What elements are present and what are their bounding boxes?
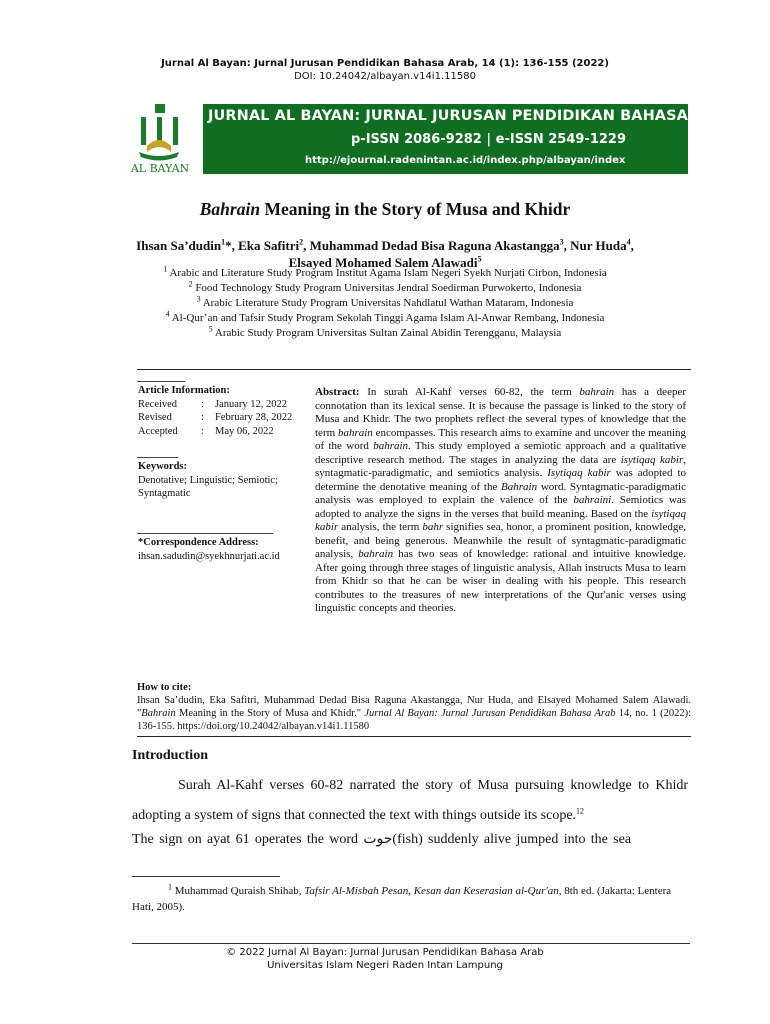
article-info-heading: Article Information: bbox=[138, 385, 230, 396]
author-name: Muhammad Dedad Bisa Raguna Akastangga bbox=[309, 238, 560, 253]
affiliation bbox=[60, 311, 710, 326]
footnote-ref[interactable]: 12 bbox=[576, 806, 585, 816]
cite-heading: How to cite: bbox=[137, 682, 192, 693]
article-dates bbox=[138, 398, 308, 439]
al-bayan-logo bbox=[117, 100, 203, 176]
affiliation bbox=[60, 326, 710, 341]
journal-banner bbox=[203, 104, 739, 174]
date-value: May 06, 2022 bbox=[215, 425, 274, 437]
footnote-text bbox=[132, 885, 671, 913]
abstract bbox=[315, 386, 686, 616]
author-name: Elsayed Mohamed Salem Alawadi bbox=[288, 255, 478, 270]
author bbox=[136, 238, 238, 253]
abstract-text: signifies sea, honor, a prominent position, knowledge, benefit, and being generous. Meanwhile the result of syntagmatic-paradigmatic analysis, bbox=[315, 521, 686, 560]
abstract-italic: bahraini bbox=[573, 494, 612, 506]
footnote-text: Muhammad Quraish Shihab, bbox=[172, 885, 305, 897]
date-colon: : bbox=[201, 398, 204, 410]
affiliation bbox=[60, 281, 710, 296]
paper-title bbox=[0, 199, 770, 220]
journal-citation-line: Jurnal Al Bayan: Jurnal Jurusan Pendidikan Bahasa Arab, 14 (1): 136-155 (2022) bbox=[161, 58, 609, 69]
correspondence-email[interactable]: ihsan.sadudin@syekhnurjati.ac.id bbox=[138, 550, 280, 562]
author bbox=[570, 238, 634, 253]
divider bbox=[137, 533, 273, 534]
author-affiliation-mark: 2 bbox=[299, 237, 304, 247]
abstract-text: analysis, the term bbox=[338, 521, 423, 533]
abstract-text: was adopted to determine the denotative meaning of the bbox=[315, 467, 686, 493]
date-value: January 12, 2022 bbox=[215, 398, 288, 410]
banner-title: JURNAL AL BAYAN: JURNAL JURUSAN PENDIDIKAN BAHASA ARAB bbox=[208, 108, 739, 124]
date-label: Accepted bbox=[138, 425, 178, 437]
abstract-label: Abstract: bbox=[315, 386, 360, 398]
affiliation-number: 1 bbox=[163, 264, 168, 274]
date-row bbox=[138, 411, 308, 425]
cite-italic: Bahrain bbox=[141, 708, 176, 719]
abstract-body bbox=[315, 386, 686, 614]
abstract-text: . Semiotics was adopted to analyze the signs in the verses that build meaning. Based on the bbox=[315, 494, 686, 520]
date-row bbox=[138, 425, 308, 439]
intro-text: Surah Al-Kahf verses 60-82 narrated the story of Musa pursuing knowledge to Khidr adopting a system of signs that connected the text with things outside its scope. bbox=[132, 778, 688, 823]
section-heading-introduction: Introduction bbox=[132, 748, 208, 763]
abstract-italic: isytiqaq kabir bbox=[620, 453, 684, 466]
abstract-text: has two seas of knowledge: rational and intuitive knowledge. After going through three stages of linguistic analysis, Allah instructs Musa to learn from Khidr so that he can be wiser in dealing with his people. This research contributes to the treasures of new interpretations of the Qur'anic verses using linguistic concepts and theories. bbox=[315, 548, 686, 614]
author-separator: , bbox=[303, 238, 310, 253]
date-label: Received bbox=[138, 398, 178, 410]
author-separator: , bbox=[630, 238, 634, 253]
abstract-italic: bahrain bbox=[337, 426, 373, 439]
date-colon: : bbox=[201, 425, 204, 437]
affiliation-text: Arabic Literature Study Program Universitas Nahdlatul Wathan Mataram, Indonesia bbox=[200, 297, 574, 309]
abstract-italic: bahrain bbox=[373, 440, 409, 452]
al-bayan-logo-icon bbox=[117, 100, 203, 176]
footnote-number: 1 bbox=[168, 882, 172, 892]
article-information bbox=[138, 384, 308, 438]
title-italic-word: Bahrain bbox=[199, 199, 261, 219]
affiliation-number: 3 bbox=[196, 294, 201, 304]
footnote-divider bbox=[132, 876, 280, 877]
running-head bbox=[0, 57, 770, 83]
correspondence-heading: *Correspondence Address: bbox=[138, 537, 259, 548]
footer-institution: Universitas Islam Negeri Raden Intan Lampung bbox=[267, 960, 503, 971]
footnote bbox=[132, 883, 688, 915]
affiliation-list bbox=[60, 266, 710, 341]
cite-text bbox=[137, 694, 691, 733]
banner-url[interactable]: http://ejournal.radenintan.ac.id/index.php/albayan/index bbox=[305, 155, 626, 166]
abstract-text: encompasses. This research aims to examine and uncover the meaning of the word bbox=[315, 426, 686, 452]
author-name: Nur Huda bbox=[570, 238, 627, 253]
banner-issn: p-ISSN 2086-9282 | e-ISSN 2549-1229 bbox=[351, 132, 626, 147]
affiliation-text: Arabic Study Program Universitas Sultan Zainal Abidin Terengganu, Malaysia bbox=[212, 327, 562, 339]
author bbox=[238, 238, 310, 253]
author-name: Eka Safitri bbox=[238, 238, 300, 253]
date-colon: : bbox=[201, 412, 204, 423]
date-row bbox=[138, 398, 308, 412]
intro-text-start: The sign on ayat 61 operates the word bbox=[132, 832, 364, 847]
abstract-text: . This study employed a semiotic approach and a qualitative descriptive research method. The stages in analyzing the data are bbox=[315, 440, 686, 466]
corresponding-mark: * bbox=[225, 238, 232, 253]
abstract-text: In surah Al-Kahf verses 60-82, the term bbox=[359, 386, 580, 398]
abstract-italic: bahrain bbox=[358, 548, 394, 560]
author-separator: , bbox=[231, 238, 239, 253]
author-separator: , bbox=[563, 238, 571, 253]
arabic-word: حوت bbox=[363, 832, 393, 847]
abstract-text: word. Syntagmatic-paradigmatic analysis was employed to explain the valence of the bbox=[315, 480, 686, 506]
abstract-text: , syntagmatic-paradigmatic, and semiotics analysis. bbox=[315, 453, 686, 479]
affiliation bbox=[60, 296, 710, 311]
correspondence-section bbox=[138, 536, 308, 563]
divider bbox=[137, 457, 178, 458]
keywords-section bbox=[138, 460, 303, 501]
footer-divider bbox=[132, 943, 690, 944]
intro-text-end: (fish) suddenly alive jumped into the sea bbox=[392, 832, 632, 847]
affiliation-text: Arabic and Literature Study Program Institut Agama Islam Negeri Syekh Nurjati Cirbon, Indonesia bbox=[167, 267, 607, 279]
doi-line: DOI: 10.24042/albayan.v14i1.11580 bbox=[294, 71, 476, 82]
affiliation bbox=[60, 266, 710, 281]
author bbox=[310, 238, 570, 253]
affiliation-text: Food Technology Study Program Universitas Jendral Soedirman Purwokerto, Indonesia bbox=[192, 282, 582, 294]
abstract-italic: bahr bbox=[422, 521, 444, 533]
affiliation-number: 2 bbox=[188, 279, 193, 289]
author-affiliation-mark: 3 bbox=[559, 237, 564, 247]
affiliation-number: 5 bbox=[208, 324, 213, 334]
cite-text: Ihsan Sa’dudin, Eka Safitri, Muhammad Dedad Bisa Raguna Akastangga, Nur Huda, and Elsayed Mohamed Salem Alawadi. " bbox=[137, 695, 691, 719]
keywords-heading: Keywords: bbox=[138, 461, 187, 472]
abstract-italic: Bahrain bbox=[501, 480, 538, 493]
affiliation-number: 4 bbox=[165, 309, 170, 319]
divider bbox=[137, 369, 691, 370]
author-affiliation-mark: 4 bbox=[626, 237, 631, 247]
abstract-text: has a deeper connotation than its lexical sense. It is because the passage is linked to the story of Musa and Khidr. The two prophets reflect the several types of knowledge that the term bbox=[315, 386, 686, 439]
cite-italic: Jurnal Al Bayan: Jurnal Jurusan Pendidikan Bahasa Arab bbox=[364, 708, 616, 719]
author-name: Ihsan Sa’dudin bbox=[136, 238, 222, 253]
divider bbox=[137, 736, 691, 737]
footer-copyright: © 2022 Jurnal Al Bayan: Jurnal Jurusan Pendidikan Bahasa Arab bbox=[226, 947, 544, 958]
footnote-italic: Tafsir Al-Misbah Pesan, Kesan dan Keserasian al-Qur'an bbox=[304, 885, 559, 897]
author-affiliation-mark: 5 bbox=[477, 254, 482, 264]
divider bbox=[137, 381, 185, 382]
intro-paragraph bbox=[132, 771, 688, 831]
abstract-italic: bahrain bbox=[579, 386, 615, 398]
abstract-italic: isytiqaq kabir bbox=[315, 507, 686, 533]
how-to-cite bbox=[137, 681, 691, 733]
page-footer bbox=[0, 946, 770, 972]
footnote-text: , 8th ed. (Jakarta: Lentera Hati, 2005). bbox=[132, 885, 672, 913]
date-label: Revised bbox=[138, 412, 172, 423]
author-affiliation-mark: 1 bbox=[221, 237, 226, 247]
keywords-list: Denotative; Linguistic; Semiotic; Syntagmatic bbox=[138, 474, 278, 499]
abstract-italic: Isytiqaq kabir bbox=[547, 467, 611, 479]
intro-paragraph-continued bbox=[132, 831, 688, 849]
cite-text: Meaning in the Story of Musa and Khidr." bbox=[175, 708, 365, 719]
date-value: February 28, 2022 bbox=[215, 412, 293, 423]
title-rest: Meaning in the Story of Musa and Khidr bbox=[264, 199, 571, 219]
affiliation-text: Al-Qur’an and Tafsir Study Program Sekolah Tinggi Agama Islam Al-Anwar Rembang, Indonesia bbox=[169, 312, 605, 324]
cite-text: 14, no. 1 (2022): 136-155. https://doi.org/10.24042/albayan.v14i1.11580 bbox=[137, 708, 692, 732]
logo-text: AL BAYAN bbox=[130, 162, 190, 175]
